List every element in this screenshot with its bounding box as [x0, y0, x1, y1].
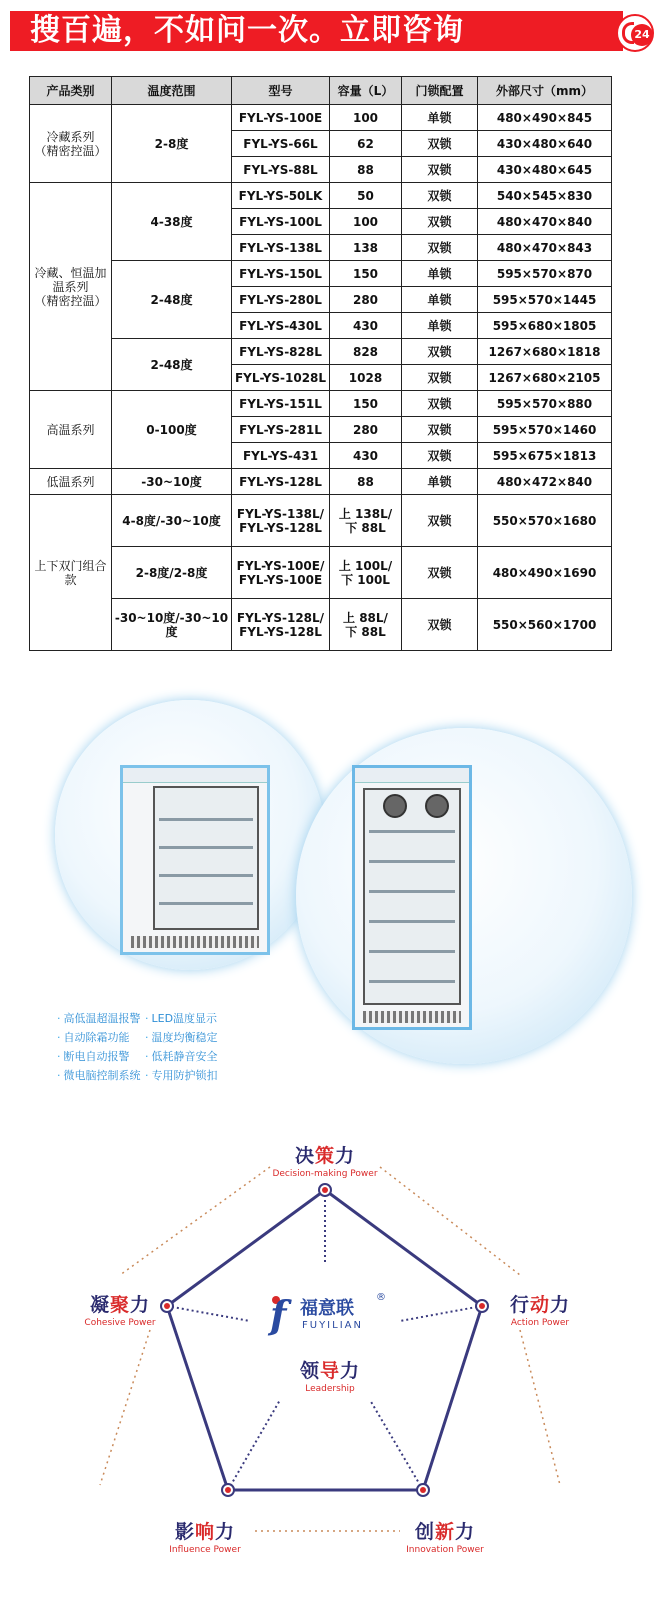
- model-cell: FYL-YS-431: [232, 443, 330, 469]
- lock-cell: 双锁: [402, 131, 478, 157]
- size-cell: 550×560×1700: [478, 599, 612, 651]
- capacity-cell: 280: [330, 287, 402, 313]
- dotted-connector: [520, 1330, 560, 1485]
- size-cell: 595×570×1445: [478, 287, 612, 313]
- capacity-cell: 88: [330, 157, 402, 183]
- column-header: 型号: [232, 77, 330, 105]
- capacity-cell: 上 100L/ 下 100L: [330, 547, 402, 599]
- temp-range-cell: 2-48度: [112, 339, 232, 391]
- node-dot-center: [420, 1487, 426, 1493]
- size-cell: 595×675×1813: [478, 443, 612, 469]
- node-cohesive: 凝聚力 Cohesive Power: [84, 1294, 156, 1328]
- capacity-cell: 138: [330, 235, 402, 261]
- model-cell: FYL-YS-88L: [232, 157, 330, 183]
- feature-item: · 高低温超温报警: [57, 1012, 141, 1025]
- lock-cell: 双锁: [402, 235, 478, 261]
- model-cell: FYL-YS-50LK: [232, 183, 330, 209]
- model-cell: FYL-YS-66L: [232, 131, 330, 157]
- capacity-cell: 上 88L/ 下 88L: [330, 599, 402, 651]
- feature-item: · 专用防护锁扣: [145, 1069, 218, 1082]
- lock-cell: 单锁: [402, 261, 478, 287]
- capacity-cell: 430: [330, 313, 402, 339]
- lock-cell: 双锁: [402, 339, 478, 365]
- temp-range-cell: 2-8度: [112, 105, 232, 183]
- column-header: 门锁配置: [402, 77, 478, 105]
- model-cell: FYL-YS-100E: [232, 105, 330, 131]
- capacity-cell: 100: [330, 105, 402, 131]
- category-cell: 冷藏系列 （精密控温）: [30, 105, 112, 183]
- size-cell: 595×570×880: [478, 391, 612, 417]
- fridge-image-small: [120, 765, 270, 955]
- table-row: [30, 495, 612, 547]
- node-influence: 影响力 Influence Power: [169, 1521, 241, 1555]
- model-cell: FYL-YS-151L: [232, 391, 330, 417]
- size-cell: 540×545×830: [478, 183, 612, 209]
- temp-range-cell: 2-48度: [112, 261, 232, 339]
- fan-icon: [425, 794, 449, 818]
- capacity-cell: 62: [330, 131, 402, 157]
- size-cell: 430×480×640: [478, 131, 612, 157]
- capacity-cell: 88: [330, 469, 402, 495]
- lock-cell: 单锁: [402, 313, 478, 339]
- feature-item: · 温度均衡稳定: [145, 1031, 218, 1044]
- table-header: [30, 77, 612, 105]
- dotted-connector: [380, 1167, 520, 1275]
- node-leadership: 领导力 Leadership: [299, 1360, 361, 1394]
- capacity-cell: 1028: [330, 365, 402, 391]
- capacity-cell: 430: [330, 443, 402, 469]
- table-row: [30, 599, 612, 651]
- size-cell: 550×570×1680: [478, 495, 612, 547]
- size-cell: 595×570×1460: [478, 417, 612, 443]
- size-cell: 480×490×1690: [478, 547, 612, 599]
- lock-cell: 单锁: [402, 287, 478, 313]
- temp-range-cell: -30~10度: [112, 469, 232, 495]
- spoke-line: [228, 1400, 280, 1490]
- model-cell: FYL-YS-280L: [232, 287, 330, 313]
- capacity-cell: 上 138L/ 下 88L: [330, 495, 402, 547]
- lock-cell: 双锁: [402, 183, 478, 209]
- capacity-cell: 100: [330, 209, 402, 235]
- size-cell: 595×680×1805: [478, 313, 612, 339]
- table-row: [30, 391, 612, 417]
- lock-cell: 双锁: [402, 417, 478, 443]
- column-header: 产品类别: [30, 77, 112, 105]
- node-dot-center: [479, 1303, 485, 1309]
- model-cell: FYL-YS-1028L: [232, 365, 330, 391]
- capacity-cell: 150: [330, 261, 402, 287]
- banner: 搜百遍，不如问一次。立即咨询: [10, 11, 623, 51]
- spec-table: [29, 76, 612, 651]
- model-cell: FYL-YS-430L: [232, 313, 330, 339]
- category-cell: 低温系列: [30, 469, 112, 495]
- spoke-line: [370, 1400, 423, 1490]
- model-cell: FYL-YS-138L/ FYL-YS-128L: [232, 495, 330, 547]
- lock-cell: 双锁: [402, 365, 478, 391]
- model-cell: FYL-YS-828L: [232, 339, 330, 365]
- temp-range-cell: 0-100度: [112, 391, 232, 469]
- node-dot-center: [225, 1487, 231, 1493]
- lock-cell: 双锁: [402, 495, 478, 547]
- size-cell: 480×472×840: [478, 469, 612, 495]
- model-cell: FYL-YS-128L: [232, 469, 330, 495]
- model-cell: FYL-YS-128L/ FYL-YS-128L: [232, 599, 330, 651]
- size-cell: 480×470×843: [478, 235, 612, 261]
- feature-item: · 断电自动报警: [57, 1050, 130, 1063]
- lock-cell: 双锁: [402, 209, 478, 235]
- fuyilian-logo: [270, 1292, 390, 1342]
- table-row: [30, 183, 612, 209]
- capacity-cell: 50: [330, 183, 402, 209]
- logo-registered: ®: [376, 1292, 386, 1303]
- temp-range-cell: 4-8度/-30~10度: [112, 495, 232, 547]
- lock-cell: 双锁: [402, 443, 478, 469]
- dotted-connector: [100, 1330, 150, 1485]
- dotted-connector: [120, 1167, 270, 1275]
- table-row: [30, 339, 612, 365]
- lock-cell: 单锁: [402, 469, 478, 495]
- lock-cell: 单锁: [402, 105, 478, 131]
- capacity-cell: 280: [330, 417, 402, 443]
- table-row: [30, 469, 612, 495]
- badge-number: 24: [631, 24, 653, 46]
- size-cell: 480×490×845: [478, 105, 612, 131]
- lock-cell: 双锁: [402, 157, 478, 183]
- fan-icon: [383, 794, 407, 818]
- category-cell: 高温系列: [30, 391, 112, 469]
- capacity-cell: 828: [330, 339, 402, 365]
- column-header: 温度范围: [112, 77, 232, 105]
- size-cell: 480×470×840: [478, 209, 612, 235]
- spoke-line: [400, 1306, 482, 1321]
- phone-24-icon[interactable]: [616, 14, 654, 52]
- lock-cell: 双锁: [402, 599, 478, 651]
- column-header: 外部尺寸（mm）: [478, 77, 612, 105]
- model-cell: FYL-YS-100L: [232, 209, 330, 235]
- capacity-cell: 150: [330, 391, 402, 417]
- model-cell: FYL-YS-138L: [232, 235, 330, 261]
- lock-cell: 双锁: [402, 547, 478, 599]
- lock-cell: 双锁: [402, 391, 478, 417]
- node-dot-center: [322, 1187, 328, 1193]
- category-cell: 冷藏、恒温加 温系列 （精密控温）: [30, 183, 112, 391]
- feature-item: · LED温度显示: [145, 1012, 218, 1025]
- column-header: 容量（L）: [330, 77, 402, 105]
- feature-item: · 自动除霜功能: [57, 1031, 130, 1044]
- model-cell: FYL-YS-150L: [232, 261, 330, 287]
- model-cell: FYL-YS-100E/ FYL-YS-100E: [232, 547, 330, 599]
- category-cell: 上下双门组合 款: [30, 495, 112, 651]
- logo-name: 福意联: [300, 1298, 354, 1319]
- logo-pinyin: FUYILIAN: [302, 1320, 363, 1331]
- model-cell: FYL-YS-281L: [232, 417, 330, 443]
- node-decision: 决策力 Decision-making Power: [272, 1145, 378, 1179]
- table-row: [30, 261, 612, 287]
- size-cell: 595×570×870: [478, 261, 612, 287]
- feature-item: · 微电脑控制系统: [57, 1069, 141, 1082]
- size-cell: 430×480×645: [478, 157, 612, 183]
- spoke-line: [167, 1306, 250, 1321]
- node-innovation: 创新力 Innovation Power: [406, 1521, 484, 1555]
- temp-range-cell: 2-8度/2-8度: [112, 547, 232, 599]
- size-cell: 1267×680×2105: [478, 365, 612, 391]
- size-cell: 1267×680×1818: [478, 339, 612, 365]
- table-row: [30, 105, 612, 131]
- node-action: 行动力 Action Power: [509, 1294, 571, 1328]
- temp-range-cell: -30~10度/-30~10度: [112, 599, 232, 651]
- feature-item: · 低耗静音安全: [145, 1050, 218, 1063]
- table-row: [30, 547, 612, 599]
- logo-mark: f: [270, 1292, 287, 1337]
- fridge-image-large: [352, 765, 472, 1030]
- temp-range-cell: 4-38度: [112, 183, 232, 261]
